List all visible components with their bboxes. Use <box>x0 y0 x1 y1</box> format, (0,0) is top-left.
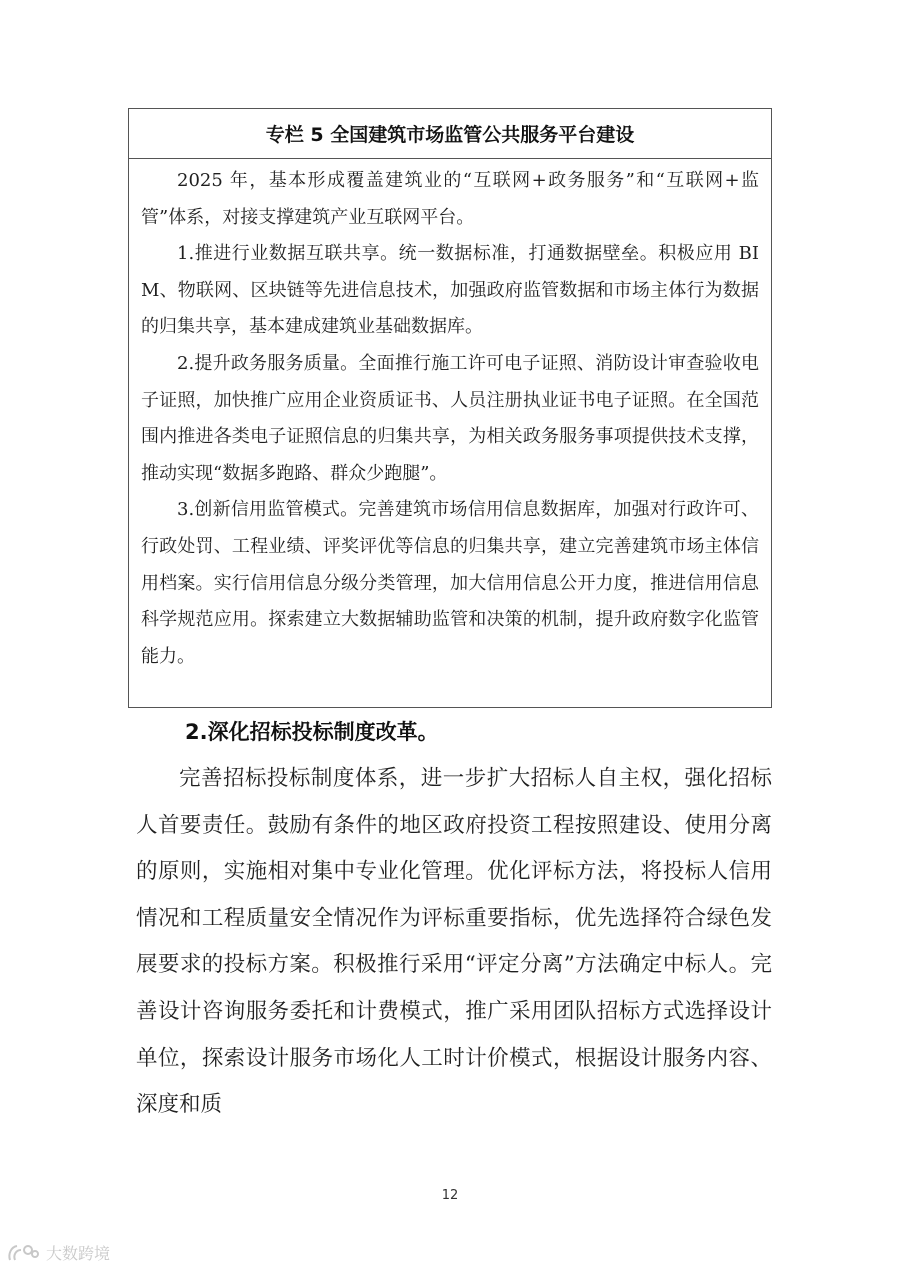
watermark-text: 大数跨境 <box>46 1244 111 1263</box>
column-paragraph: 1.推进行业数据互联共享。统一数据标准，打通数据壁垒。积极应用 BIM、物联网、区块链等先进信息技术，加强政府监管数据和市场主体行为数据的归集共享，基本建成建筑业基础数据库。 <box>141 243 759 338</box>
section-body-text: 完善招标投标制度体系，进一步扩大招标人自主权，强化招标人首要责任。鼓励有条件的地区政府投资工程按照建设、使用分离的原则，实施相对集中专业化管理。优化评标方法，将投标人信用情况和工程质量安全情况作为评标重要指标，优先选择符合绿色发展要求的投标方案。积极推行采用“评定分离”方法确定中标人。完善设计咨询服务委托和计费模式，推广采用团队招标方式选择设计单位，探索设计服务市场化人工时计价模式，根据设计服务内容、深度和质 <box>136 766 772 1118</box>
column-box-body <box>129 159 771 675</box>
column-paragraph: 3.创新信用监管模式。完善建筑市场信用信息数据库，加强对行政许可、行政处罚、工程业绩、评奖评优等信息的归集共享，建立完善建筑市场主体信用档案。实行信用信息分级分类管理，加大信用信息公开力度，推进信用信息科学规范应用。探索建立大数据辅助监管和决策的机制，提升政府数字化监管能力。 <box>141 499 759 667</box>
page-number: 12 <box>441 1188 459 1203</box>
column-paragraph: 2.提升政务服务质量。全面推行施工许可电子证照、消防设计审查验收电子证照，加快推广应用企业资质证书、人员注册执业证书电子证照。在全国范围内推进各类电子证照信息的归集共享，为相关政务服务事项提供技术支撑，推动实现“数据多跑路、群众少跑腿”。 <box>141 352 759 484</box>
column-box <box>128 108 772 708</box>
column-box-title: 专栏 5 全国建筑市场监管公共服务平台建设 <box>129 109 771 159</box>
watermark-logo-icon <box>6 1242 40 1264</box>
watermark <box>6 1241 110 1264</box>
section-heading: 2.深化招标投标制度改革。 <box>185 720 439 744</box>
column-paragraph: 2025 年，基本形成覆盖建筑业的“互联网+政务服务”和“互联网+监管”体系，对接支撑建筑产业互联网平台。 <box>141 170 759 228</box>
